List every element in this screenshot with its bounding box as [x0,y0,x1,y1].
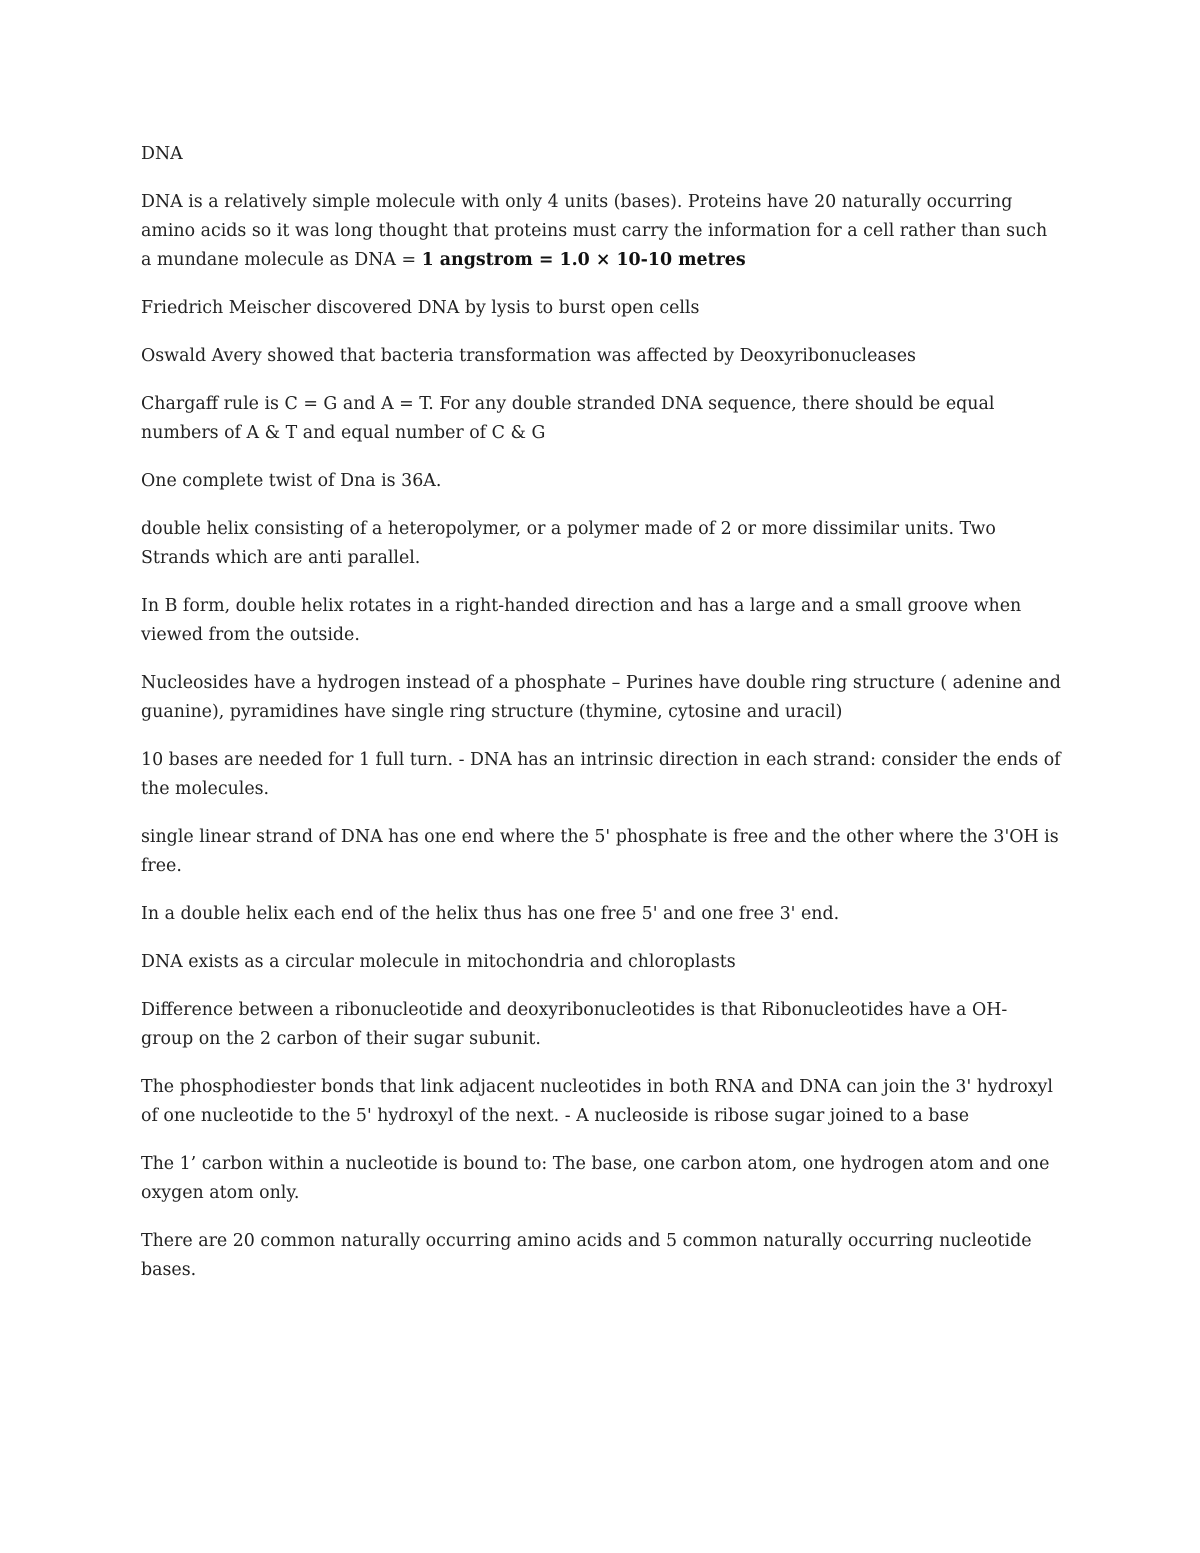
paragraph-double-helix: double helix consisting of a heteropolymer, or a polymer made of 2 or more dissimilar units. Two Strands which are anti parallel. [141,519,996,568]
paragraph-phosphodiester: The phosphodiester bonds that link adjacent nucleotides in both RNA and DNA can join the 3' hydroxyl of one nucleotide to the 5' hydroxyl of the next. - A nucleoside is ribose sugar joined to a base [141,1077,1053,1126]
document-title: DNA [141,144,183,164]
paragraph-helix-ends: In a double helix each end of the helix thus has one free 5' and one free 3' end. [141,904,840,924]
paragraph-single-strand: single linear strand of DNA has one end where the 5' phosphate is free and the other where the 3'OH is free. [141,827,1059,876]
paragraph-meischer: Friedrich Meischer discovered DNA by lysis to burst open cells [141,298,700,318]
document-body [141,140,1061,1304]
intro-paragraph [141,188,1061,275]
paragraph-bases-per-turn: 10 bases are needed for 1 full turn. - DNA has an intrinsic direction in each strand: consider the ends of the molecules. [141,750,1061,799]
paragraph-carbon: The 1’ carbon within a nucleotide is bound to: The base, one carbon atom, one hydrogen atom and one oxygen atom only. [141,1154,1050,1203]
paragraph-ribonucleotide: Difference between a ribonucleotide and deoxyribonucleotides is that Ribonucleotides have a OH- group on the 2 carbon of their sugar subunit. [141,1000,1008,1049]
intro-bold-formula: 1 angstrom = 1.0 × 10-10 metres [421,250,746,270]
paragraph-circular: DNA exists as a circular molecule in mitochondria and chloroplasts [141,952,736,972]
paragraph-b-form: In B form, double helix rotates in a right-handed direction and has a large and a small groove when viewed from the outside. [141,596,1022,645]
paragraph-chargaff: Chargaff rule is C = G and A = T. For any double stranded DNA sequence, there should be equal numbers of A & T and equal number of C & G [141,394,995,443]
paragraph-twist: One complete twist of Dna is 36A. [141,471,442,491]
paragraph-nucleosides: Nucleosides have a hydrogen instead of a phosphate – Purines have double ring structure ( adenine and guanine), pyramidines have single ring structure (thymine, cytosine and uracil) [141,673,1061,722]
intro-text: DNA is a relatively simple molecule with only 4 units (bases). Proteins have 20 naturally occurring amino acids so it was long thought that proteins must carry the information for a cell rather than such a mundane molecule as DNA = [141,192,1048,270]
paragraph-avery: Oswald Avery showed that bacteria transformation was affected by Deoxyribonucleases [141,346,916,366]
paragraph-amino-acids: There are 20 common naturally occurring amino acids and 5 common naturally occurring nucleotide bases. [141,1231,1032,1280]
